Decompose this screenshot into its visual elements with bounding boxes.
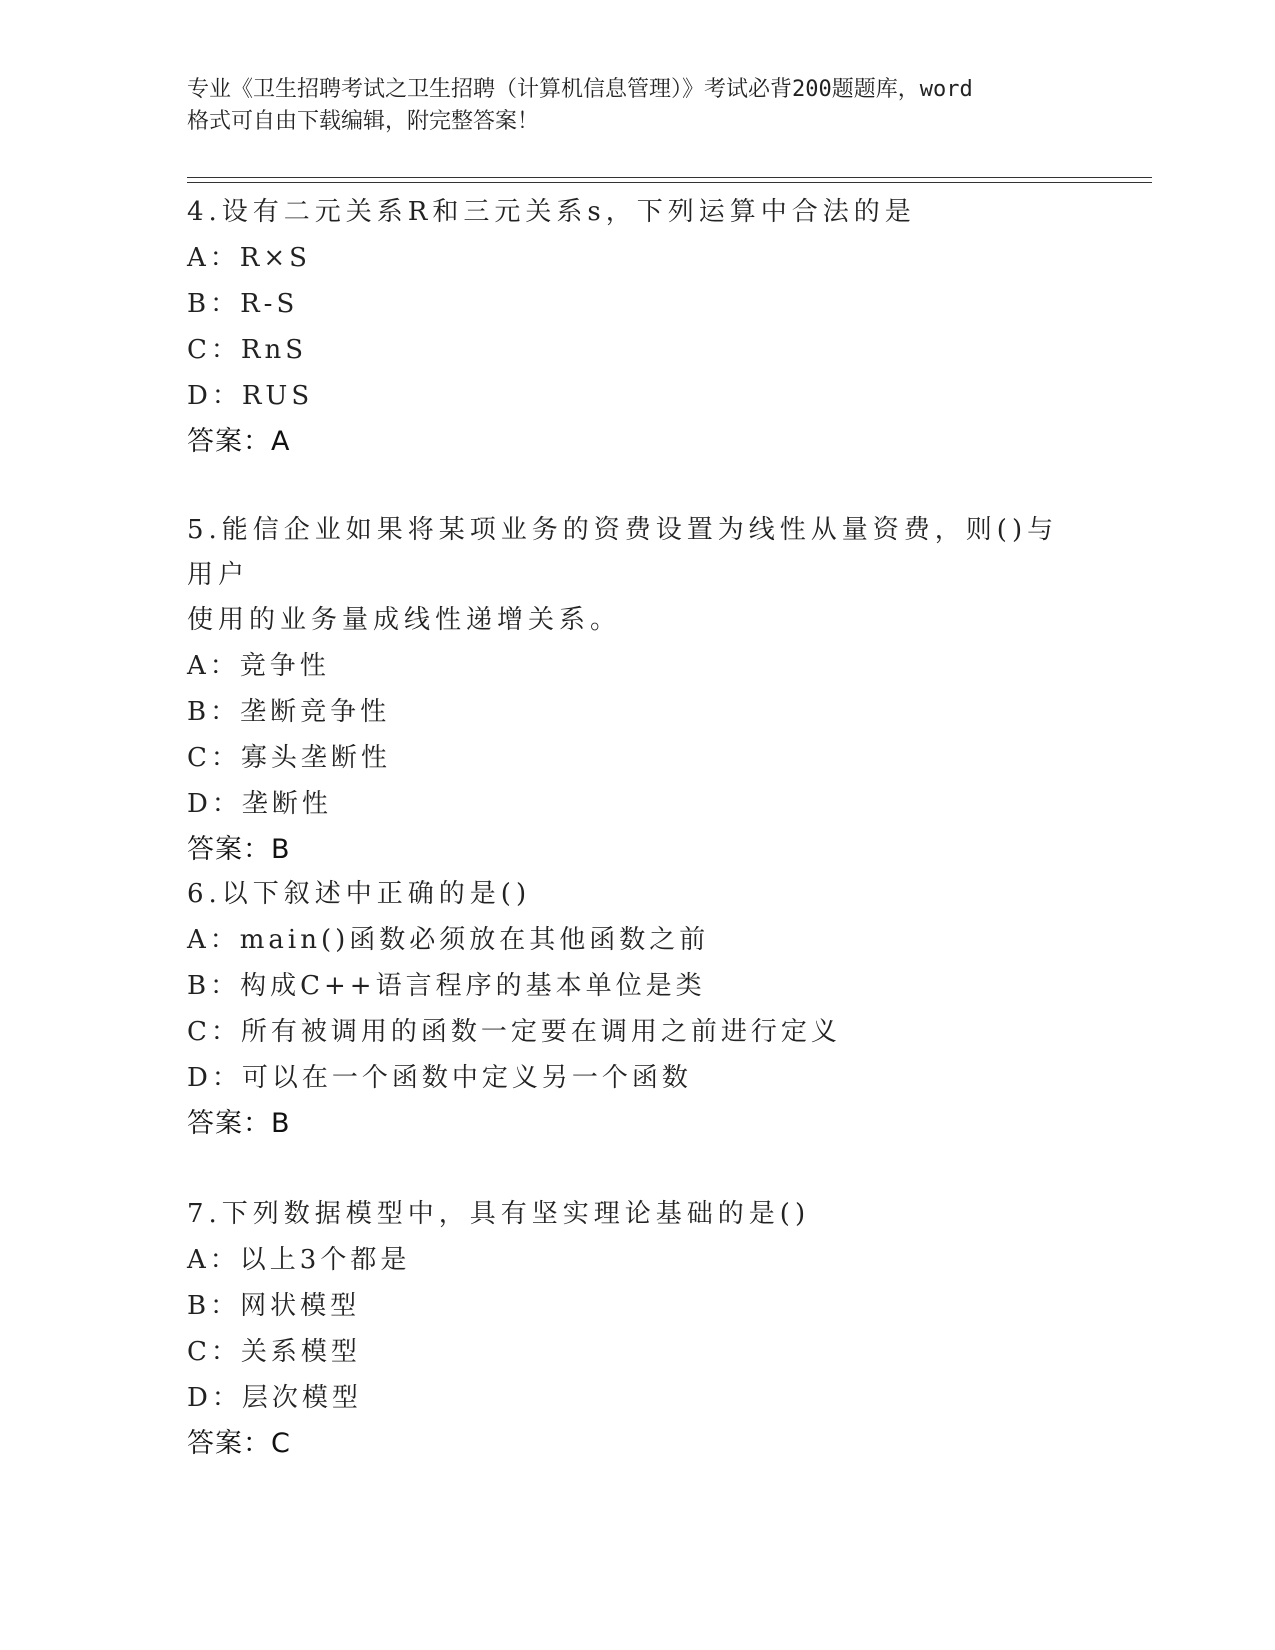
question-7 (187, 1192, 1087, 1467)
question-stem: 5.能信企业如果将某项业务的资费设置为线性从量资费，则()与用户 (187, 515, 1059, 590)
option-b: B：构成C++语言程序的基本单位是类 (187, 971, 706, 1001)
answer-line: 答案：B (187, 834, 291, 865)
option-b: B：网状模型 (187, 1291, 361, 1321)
option-c: C：RnS (187, 335, 308, 365)
option-b: B：R-S (187, 289, 299, 319)
option-d: D：可以在一个函数中定义另一个函数 (187, 1063, 692, 1093)
option-a: A：竞争性 (187, 651, 330, 681)
document-header (187, 74, 1087, 138)
header-divider-top (187, 177, 1152, 178)
option-d: D：层次模型 (187, 1383, 362, 1413)
option-d: D：RUS (187, 381, 314, 411)
answer-line: 答案：C (187, 1428, 291, 1459)
option-d: D：垄断性 (187, 789, 332, 819)
question-5 (187, 508, 1087, 873)
option-a: A：以上3个都是 (187, 1245, 411, 1275)
header-divider-bottom (187, 182, 1152, 183)
answer-line: 答案：A (187, 426, 291, 457)
option-c: C：关系模型 (187, 1337, 361, 1367)
question-stem: 7.下列数据模型中，具有坚实理论基础的是() (187, 1199, 811, 1229)
question-6 (187, 872, 1087, 1147)
header-line-1: 专业《卫生招聘考试之卫生招聘（计算机信息管理）》考试必背200题题库，word (187, 77, 973, 102)
question-stem: 6.以下叙述中正确的是() (187, 879, 532, 909)
question-4 (187, 190, 1087, 465)
option-c: C：寡头垄断性 (187, 743, 391, 773)
option-a: A：R×S (187, 243, 311, 273)
header-line-2: 格式可自由下载编辑，附完整答案！ (187, 109, 540, 134)
question-stem: 4.设有二元关系R和三元关系s，下列运算中合法的是 (187, 197, 916, 227)
option-b: B：垄断竞争性 (187, 697, 391, 727)
option-c: C：所有被调用的函数一定要在调用之前进行定义 (187, 1017, 841, 1047)
answer-line: 答案：B (187, 1108, 291, 1139)
option-a: A：main()函数必须放在其他函数之前 (187, 925, 710, 955)
question-stem-continued: 使用的业务量成线性递增关系。 (187, 605, 622, 635)
